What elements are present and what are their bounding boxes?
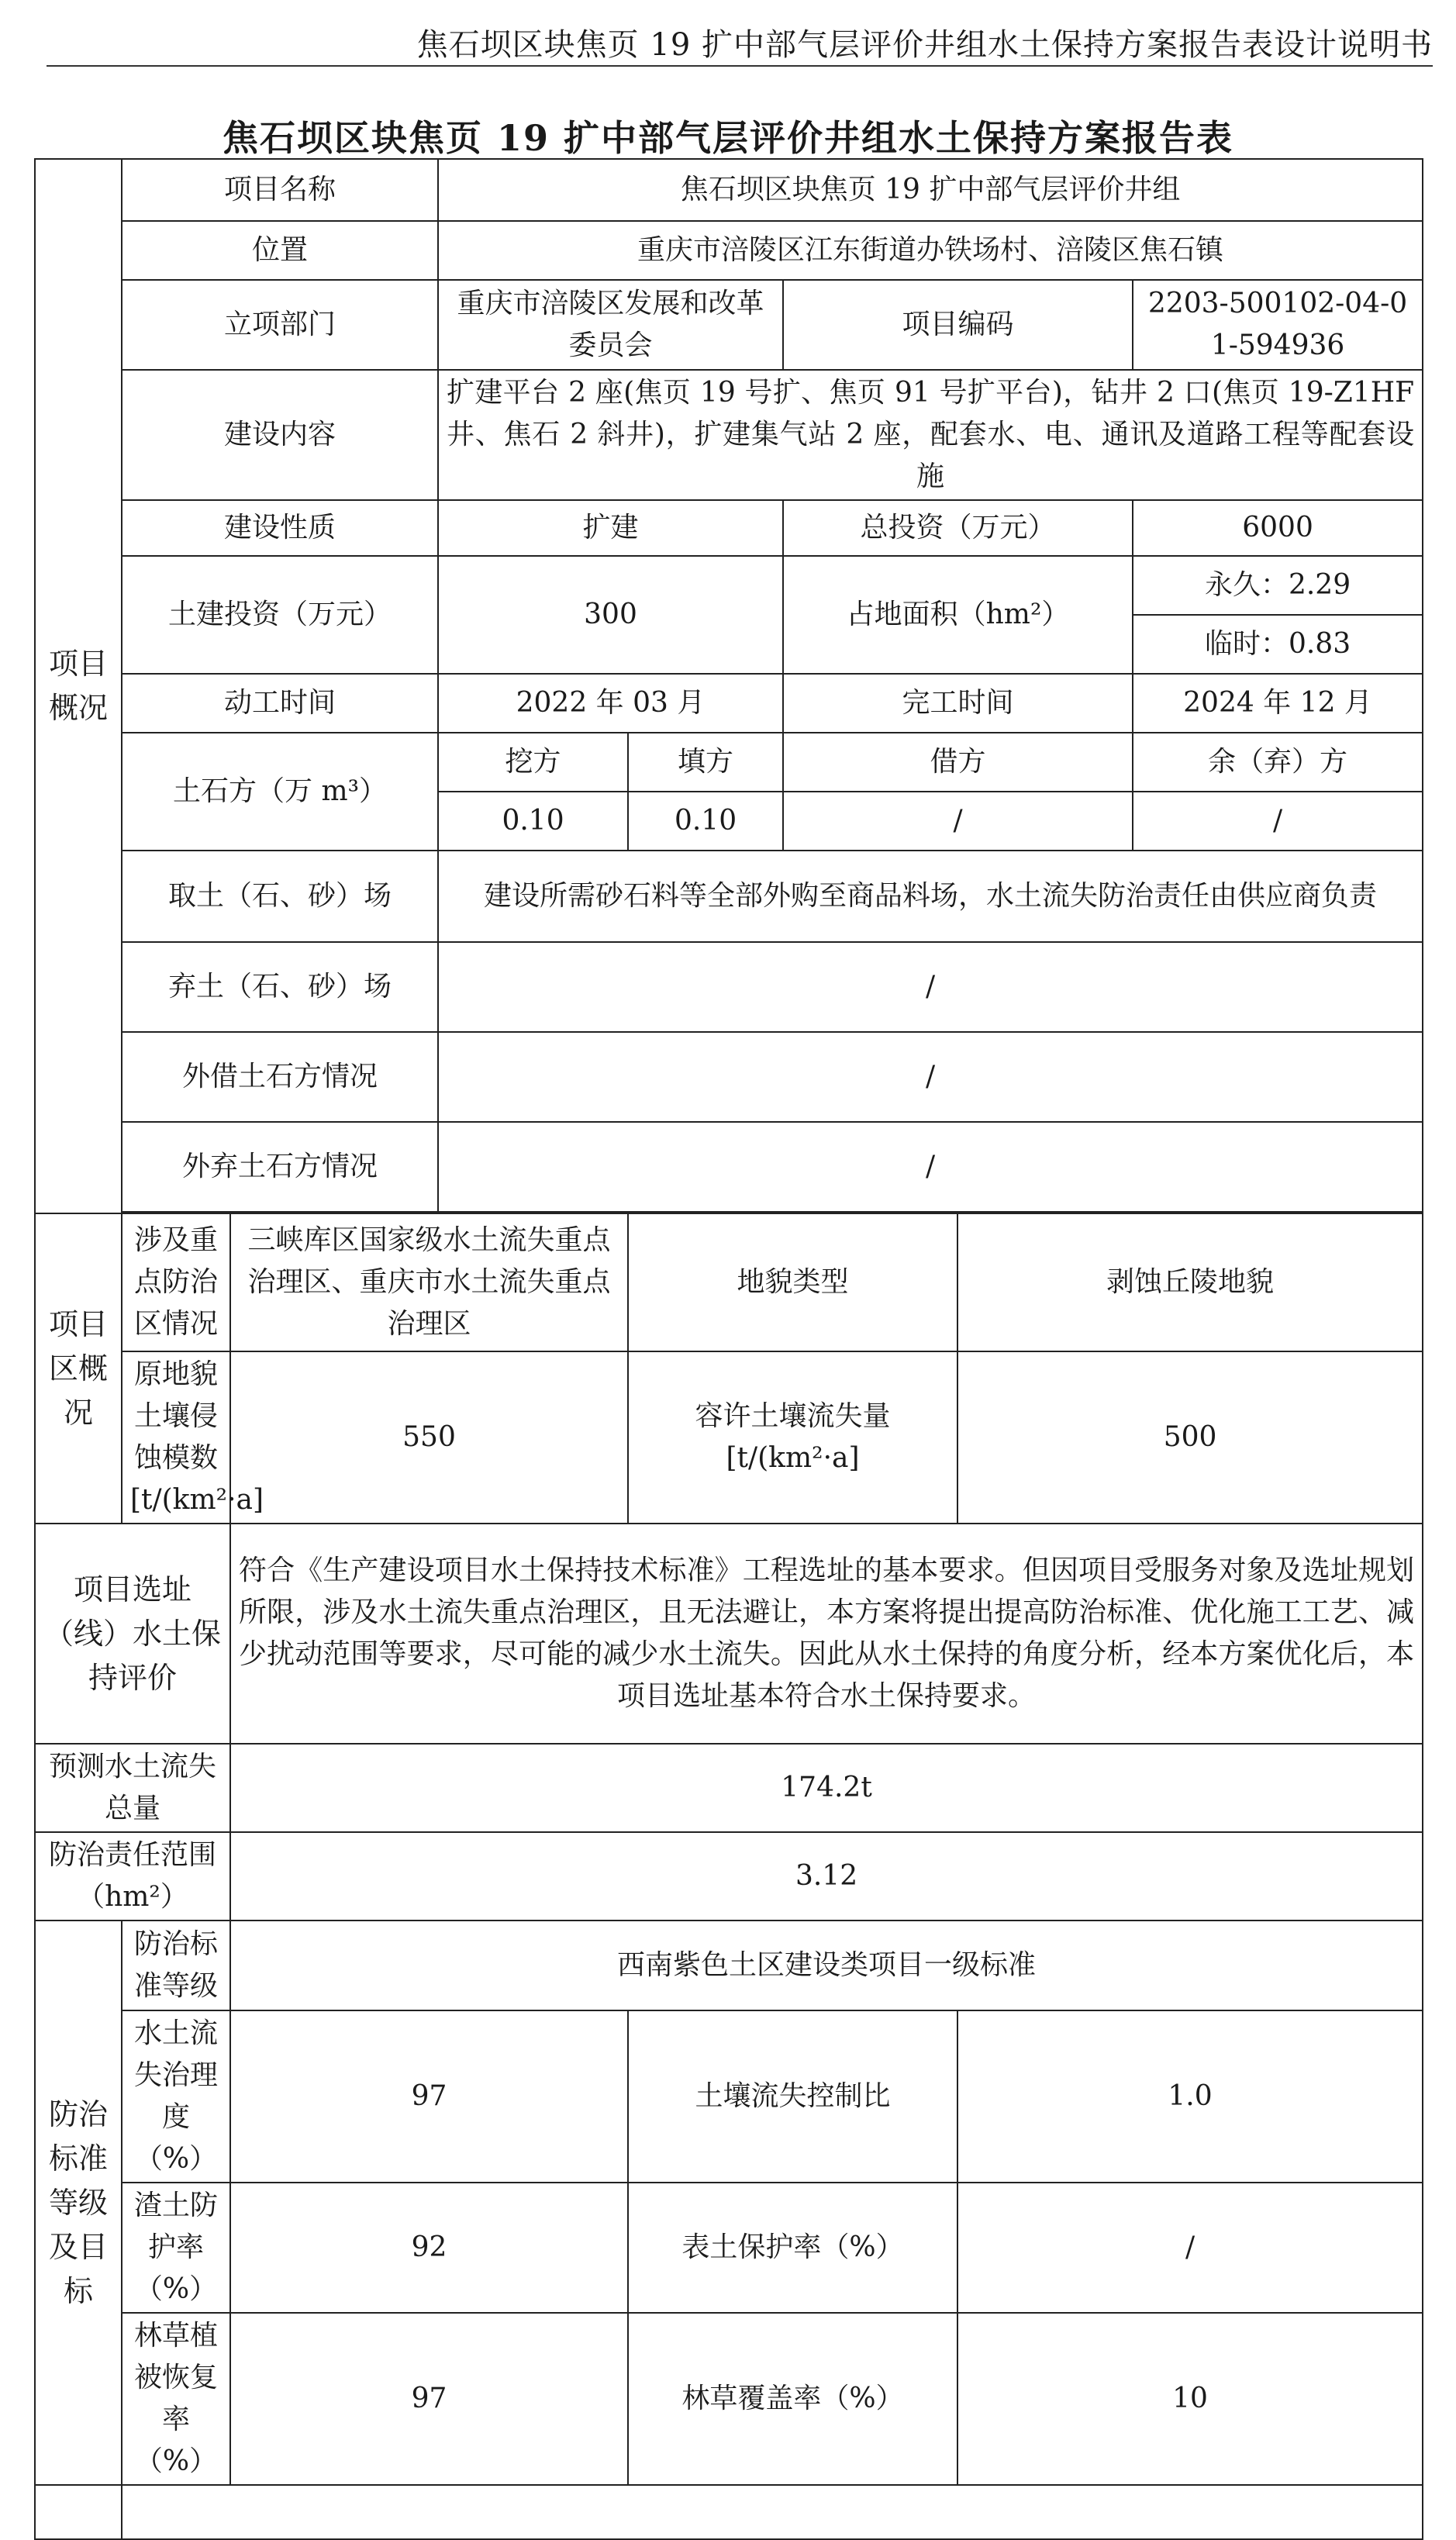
value-borrow: / [783,792,1133,851]
label-fill: 填方 [628,733,783,792]
label-siting-evaluation: 项目选址（线）水土保持评价 [35,1524,230,1744]
value-land-temporary: 临时：0.83 [1133,615,1423,674]
row-external-spoil [35,1122,1423,1212]
label-nature: 建设性质 [122,500,438,556]
value-slag-protection: 92 [230,2183,628,2313]
row-loss-total [35,1744,1423,1832]
value-landform: 剥蚀丘陵地貌 [957,1213,1423,1351]
value-location: 重庆市涪陵区江东街道办铁场村、涪陵区焦石镇 [438,221,1423,280]
label-dump: 弃土（石、砂）场 [122,942,438,1032]
value-grade: 西南紫色土区建设类项目一级标准 [230,1921,1423,2010]
row-erosion [35,1351,1423,1524]
value-spoil: / [1133,792,1423,851]
header-text: 焦石坝区块焦页 19 扩中部气层评价井组水土保持方案报告表设计说明书 [416,27,1433,63]
label-slag-protection: 渣土防护率（%） [122,2183,230,2313]
label-spoil: 余（弃）方 [1133,733,1423,792]
value-dump: / [438,942,1423,1032]
value-fill: 0.10 [628,792,783,851]
row-vegetation [35,2313,1423,2485]
row-civil-investment-a [35,556,1423,615]
value-allowable-loss: 500 [957,1351,1423,1524]
value-loss-ratio: 1.0 [957,2010,1423,2183]
label-landform: 地貌类型 [628,1213,957,1351]
label-allowable-loss: 容许土壤流失量 [t/(km²·a] [628,1351,957,1524]
value-control-degree: 97 [230,2010,628,2183]
label-erosion-modulus: 原地貌土壤侵蚀模数 [t/(km²·a] [122,1351,230,1524]
label-earthwork: 土石方（万 m³） [122,733,438,851]
value-external-spoil: / [438,1122,1423,1212]
row-earthwork-headers [35,733,1423,792]
empty-cell-right [122,2485,1423,2539]
label-key-zone: 涉及重点防治区情况 [122,1213,230,1351]
header-rule [47,65,1433,67]
value-vegetation-cover: 10 [957,2313,1423,2485]
row-location [35,221,1423,280]
row-project-name [35,159,1423,221]
label-start-time: 动工时间 [122,674,438,733]
label-civil-investment: 土建投资（万元） [122,556,438,674]
label-external-spoil: 外弃土石方情况 [122,1122,438,1212]
label-external-borrow: 外借土石方情况 [122,1032,438,1122]
label-project-code: 项目编码 [783,280,1133,370]
label-end-time: 完工时间 [783,674,1133,733]
value-land-permanent: 永久：2.29 [1133,556,1423,615]
row-control [35,2010,1423,2183]
value-loss-total: 174.2t [230,1744,1423,1832]
row-department [35,280,1423,370]
value-nature: 扩建 [438,500,783,556]
label-quarry: 取土（石、砂）场 [122,851,438,942]
label-vegetation-cover: 林草覆盖率（%） [628,2313,957,2485]
label-grade: 防治标准等级 [122,1921,230,2010]
section-project-overview: 项目概况 [35,159,122,1213]
value-department: 重庆市涪陵区发展和改革委员会 [438,280,783,370]
row-quarry [35,851,1423,942]
row-dump [35,942,1423,1032]
label-loss-ratio: 土壤流失控制比 [628,2010,957,2183]
document-title: 焦石坝区块焦页 19 扩中部气层评价井组水土保持方案报告表 [222,117,1234,159]
value-external-borrow: / [438,1032,1423,1122]
section-standard: 防治标准等级及目标 [35,1921,122,2485]
label-cut: 挖方 [438,733,628,792]
value-topsoil-protection: / [957,2183,1423,2313]
value-project-code: 2203-500102-04-01-594936 [1133,280,1423,370]
value-project-name: 焦石坝区块焦页 19 扩中部气层评价井组 [438,159,1423,221]
page-header [47,0,1433,68]
label-department: 立项部门 [122,280,438,370]
label-responsibility: 防治责任范围（hm²） [35,1832,230,1921]
value-total-investment: 6000 [1133,500,1423,556]
row-slag [35,2183,1423,2313]
row-empty-bottom [35,2485,1423,2539]
value-start-time: 2022 年 03 月 [438,674,783,733]
value-civil-investment: 300 [438,556,783,674]
row-grade [35,1921,1423,2010]
row-external-borrow [35,1032,1423,1122]
row-nature [35,500,1423,556]
row-schedule [35,674,1423,733]
row-siting [35,1524,1423,1744]
row-key-zone [35,1213,1423,1351]
label-loss-total: 预测水土流失总量 [35,1744,230,1832]
row-construction-content [35,370,1423,500]
label-total-investment: 总投资（万元） [783,500,1133,556]
value-responsibility: 3.12 [230,1832,1423,1921]
label-location: 位置 [122,221,438,280]
value-key-zone: 三峡库区国家级水土流失重点治理区、重庆市水土流失重点治理区 [230,1213,628,1351]
value-erosion-modulus: 550 [230,1351,628,1524]
label-project-name: 项目名称 [122,159,438,221]
value-vegetation-recovery: 97 [230,2313,628,2485]
value-siting-evaluation: 符合《生产建设项目水土保持技术标准》工程选址的基本要求。但因项目受服务对象及选址规划所限，涉及水土流失重点治理区，且无法避让，本方案将提出提高防治标准、优化施工工艺、减少扰动范围等要求，尽可能的减少水土流失。因此从水土保持的角度分析，经本方案优化后，本项目选址基本符合水土保持要求。 [230,1524,1423,1744]
empty-cell-left [35,2485,122,2539]
label-control-degree: 水土流失治理度（%） [122,2010,230,2183]
value-quarry: 建设所需砂石料等全部外购至商品料场，水土流失防治责任由供应商负责 [438,851,1423,942]
report-form-table [34,158,1423,2540]
value-end-time: 2024 年 12 月 [1133,674,1423,733]
value-construction-content: 扩建平台 2 座(焦页 19 号扩、焦页 91 号扩平台)，钻井 2 口(焦页 19-Z1HF 井、焦石 2 斜井)，扩建集气站 2 座，配套水、电、通讯及道路工程等配套设施 [438,370,1423,500]
value-cut: 0.10 [438,792,628,851]
label-borrow: 借方 [783,733,1133,792]
label-land-area: 占地面积（hm²） [783,556,1133,674]
label-construction-content: 建设内容 [122,370,438,500]
label-topsoil-protection: 表土保护率（%） [628,2183,957,2313]
section-area-overview: 项目区概况 [35,1213,122,1524]
label-vegetation-recovery: 林草植被恢复率（%） [122,2313,230,2485]
row-responsibility [35,1832,1423,1921]
